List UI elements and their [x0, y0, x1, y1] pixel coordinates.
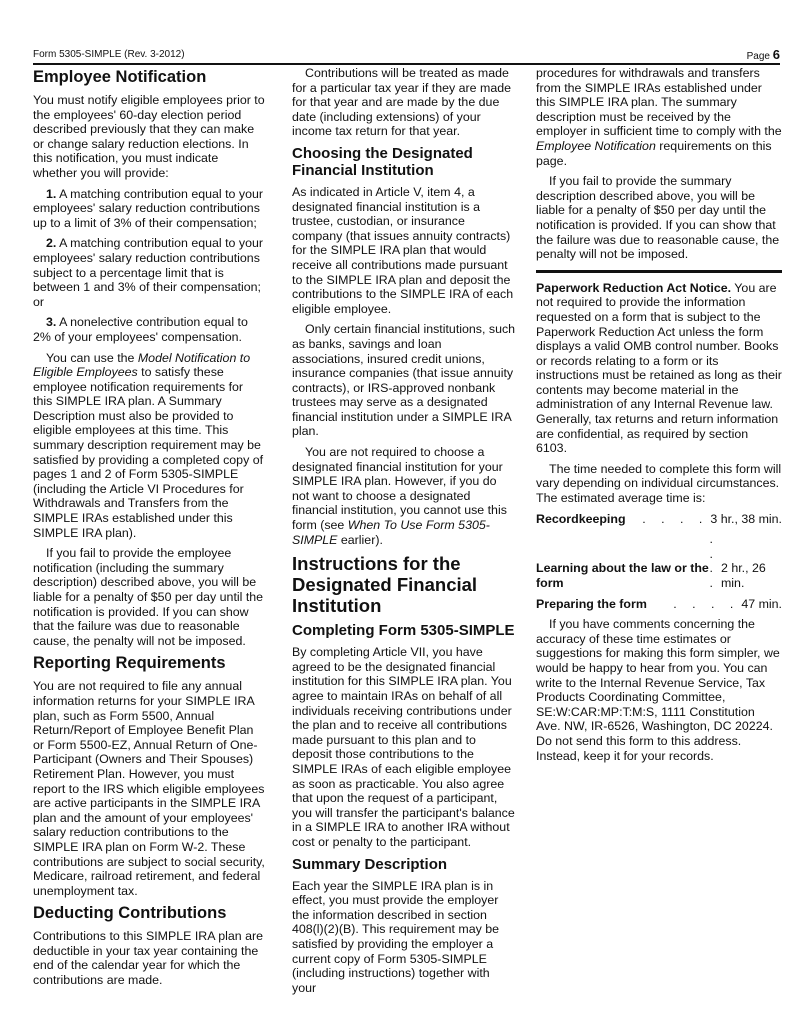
leader-dots: . . . . — [709, 532, 719, 590]
time-estimate-label: Learning about the law or the form — [536, 561, 709, 590]
leader-dots: . . . . — [642, 511, 709, 526]
text-run: 2. — [46, 236, 57, 251]
divider — [536, 270, 782, 273]
time-estimate-value: 47 min. — [741, 596, 782, 611]
page-word: Page — [746, 51, 770, 62]
paragraph — [33, 546, 265, 648]
text-run: 1. — [46, 186, 57, 201]
text-run: earlier). — [337, 532, 383, 547]
form-label: Form 5305-SIMPLE (Rev. 3-2012) — [33, 49, 185, 60]
paragraph — [292, 879, 516, 996]
section-heading: Reporting Requirements — [33, 654, 226, 673]
text-run: Contributions to this SIMPLE IRA plan are deductible in your tax year containing the end of the calendar year for which the contributions are made. — [33, 929, 264, 988]
text-run: You are not required to provide the information requested on a form that is subject to the Paperwork Reduction Act unless the form displays a valid OMB control number. Books or records relating to a form or its instructions must be retained as long as their contents may become material in the administration of any Internal Revenue law. Generally, tax returns and return information are confidential, as required by section 6103. — [536, 280, 782, 456]
paragraph — [33, 236, 265, 309]
paragraph — [536, 462, 782, 506]
section-heading: Employee Notification — [33, 68, 207, 86]
text-run: You are not required to choose a designated financial institution for your SIMPLE IRA plan. However, if you do not want to choose a designated financial institution, you cannot use this form (see — [292, 445, 507, 533]
paragraph — [33, 187, 265, 231]
time-estimate-value: 3 hr., 38 min. — [710, 511, 782, 526]
column-middle — [292, 66, 516, 1001]
paragraph — [33, 315, 265, 344]
text-run: By completing Article VII, you have agreed to be the designated financial institution for this SIMPLE IRA plan. You agree to maintain IRAs on behalf of all individuals receiving contributions under the plan and to receive all contributions made pursuant to this plan and to deposit those contributions to the SIMPLE IRAs of each eligible employee as soon as practicable. You also agree that upon the request of a participant, you will transfer the participant's balance in a SIMPLE IRA to another IRA without cost or penalty to the participant. — [292, 645, 515, 849]
text-run: Paperwork Reduction Act Notice. — [536, 280, 732, 295]
paragraph — [536, 174, 782, 262]
section-heading: Completing Form 5305-SIMPLE — [292, 622, 515, 640]
time-estimate-row — [536, 597, 782, 612]
text-run: The time needed to complete this form will vary depending on individual circumstances. The estimated average time is: — [536, 461, 782, 506]
column-right — [536, 66, 782, 769]
text-run: You can use the — [46, 350, 138, 365]
paragraph — [536, 66, 782, 168]
page-indicator — [747, 47, 780, 62]
paragraph — [33, 351, 265, 541]
text-run: A matching contribution equal to your employees' salary reduction contributions up to a limit of 3% of their compensation; — [33, 186, 263, 230]
section-heading: Deducting Contributions — [33, 904, 227, 923]
text-run: A matching contribution equal to your employees' salary reduction contributions subject to a percentage limit that is between 1 and 3% of their compensation; or — [33, 236, 263, 309]
text-run: When To Use Form 5305-SIMPLE — [292, 518, 490, 547]
leader-dots: . . . . — [673, 596, 740, 611]
time-estimate-value: 2 hr., 26 min. — [720, 561, 766, 590]
text-run: to satisfy these employee notification requirements for this SIMPLE IRA plan. A Summary Description must also be provided to eligible employees at this time. This summary description requirement may be satisfied by providing a completed copy of pages 1 and 2 of Form 5305-SIMPLE (including the Article VI Procedures for Withdrawals and Transfers from the SIMPLE IRAs established under this SIMPLE IRA plan). — [33, 365, 264, 540]
paragraph — [33, 93, 265, 181]
text-run: As indicated in Article V, item 4, a designated financial institution is a trustee, custodian, or insurance company (that issues annuity contracts) for the SIMPLE IRA plan that would receive all contributions made pursuant to the SIMPLE IRA plan and deposit the contributions to the SIMPLE IRA of each eligible employee. — [292, 184, 514, 316]
column-left — [33, 66, 265, 994]
text-run: You must notify eligible employees prior to the employees' 60-day election period described previously that they can make or change salary reduction elections. In this notification, you must indicate whether you will provide: — [33, 93, 265, 180]
paragraph — [292, 645, 516, 849]
text-run: If you fail to provide the summary description described above, you will be liable for a penalty of $50 per day until the notification is provided. If you can show that the failure was due to reasonable cause, the penalty will not be imposed. — [536, 174, 780, 262]
text-run: If you fail to provide the employee notification (including the summary description) described above, you will be liable for a penalty of $50 per day until the notification is provided. If you can show that the failure was due to reasonable cause, the penalty will not be imposed. — [33, 546, 264, 648]
paragraph — [33, 929, 265, 987]
paragraph — [292, 322, 516, 439]
text-run: Only certain financial institutions, such as banks, savings and loan associations, insured credit unions, insurance companies (that issue annuity contracts), or IRS-approved nonbank trustees may serve as a designated financial institution under a SIMPLE IRA plan. — [292, 322, 516, 439]
text-run: If you have comments concerning the accuracy of these time estimates or suggestions for making this form simpler, we would be happy to hear from you. You can write to the Internal Revenue Service, Tax Products Coordinating Committee, SE:W:CAR:MP:T:M:S, 1111 Constitution Ave. NW, IR-6526, Washington, DC 20224. Do not send this form to this address. Instead, keep it for your records. — [536, 617, 780, 763]
page-header — [33, 47, 780, 65]
text-run: procedures for withdrawals and transfers from the SIMPLE IRAs established under this SIMPLE IRA plan. The summary description must be received by the employer in sufficient time to comply with the — [536, 66, 782, 139]
section-heading: Instructions for the Designated Financial Institution — [292, 553, 478, 617]
time-estimate-row — [536, 532, 782, 590]
text-run: Employee Notification — [536, 138, 656, 153]
paragraph — [536, 281, 782, 456]
time-estimate-row — [536, 512, 782, 527]
text-run: Each year the SIMPLE IRA plan is in effect, you must provide the employer the information described in section 408(l)(2)(B). This requirement may be satisfied by providing the employer a current copy of Form 5305-SIMPLE (including instructions) together with your — [292, 878, 500, 995]
text-run: A nonelective contribution equal to 2% of your employees' compensation. — [33, 315, 248, 344]
time-estimate-label: Recordkeeping — [536, 511, 626, 526]
text-run: Model Notification to Eligible Employees — [33, 350, 251, 380]
paragraph — [292, 66, 516, 139]
text-run: requirements on this page. — [536, 138, 772, 168]
time-estimate-label: Preparing the form — [536, 596, 647, 611]
text-run: 3. — [46, 315, 57, 330]
paragraph — [292, 445, 516, 547]
text-run: Contributions will be treated as made for a particular tax year if they are made for that year and are made by the due date (including extensions) of your income tax return for that year. — [292, 66, 512, 139]
section-heading: Choosing the Designated Financial Institution — [292, 144, 473, 179]
page-number: 6 — [772, 47, 780, 62]
paragraph — [33, 679, 265, 898]
section-heading: Summary Description — [292, 855, 448, 873]
paragraph — [292, 185, 516, 316]
paragraph — [536, 617, 782, 763]
text-run: You are not required to file any annual information returns for your SIMPLE IRA plan, such as Form 5500, Annual Return/Report of Employee Benefit Plan or Form 5500-EZ, Annual Return of One-Participant (Owners and Their Spouses) Retirement Plan. However, you must report to the IRS which eligible employees are active participants in the SIMPLE IRA plan and the amount of your employees' salary reduction contributions to the SIMPLE IRA plan on Form W-2. These contributions are subject to social security, Medicare, railroad retirement, and federal unemployment tax. — [33, 679, 265, 898]
